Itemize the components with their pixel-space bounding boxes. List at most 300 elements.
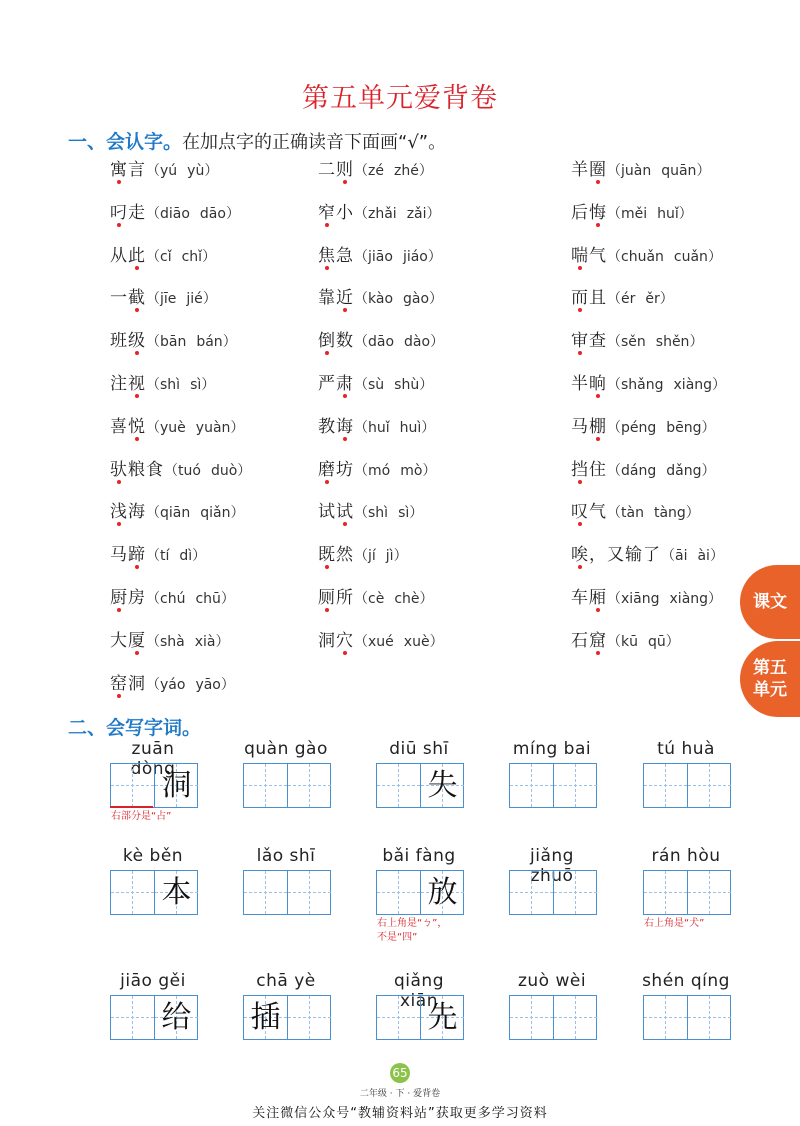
emphasis-dot: [135, 266, 139, 270]
emphasis-dot: [117, 694, 121, 698]
reading-item: [110, 244, 216, 268]
writing-grid[interactable]: [643, 995, 731, 1040]
grid-cell[interactable]: [377, 871, 420, 914]
page-title: 第五单元爱背卷: [302, 83, 498, 114]
pinyin-option[interactable]: jì: [385, 548, 394, 565]
writing-grid[interactable]: [243, 870, 331, 915]
item-word: 挡住: [571, 460, 607, 480]
reading-item: [110, 158, 218, 182]
emphasis-dot: [596, 651, 600, 655]
pinyin-option[interactable]: cuǎn: [673, 248, 708, 265]
pinyin-options: （kào gào）: [354, 291, 444, 308]
tab-lesson[interactable]: 课文: [740, 565, 800, 639]
item-word: 试试: [318, 502, 354, 522]
pinyin-option[interactable]: yāo: [195, 676, 221, 693]
pinyin-option[interactable]: huǐ: [657, 205, 679, 222]
pinyin-option[interactable]: ěr: [645, 291, 660, 308]
pinyin-options: （mó mò）: [354, 462, 437, 479]
pinyin-option[interactable]: sěn: [621, 334, 646, 351]
pinyin-option[interactable]: shì: [160, 377, 181, 393]
pinyin-option[interactable]: xuè: [403, 633, 430, 650]
writing-grid[interactable]: [376, 763, 464, 808]
emphasis-dot: [343, 522, 347, 526]
grid-cell[interactable]: [287, 996, 330, 1039]
pinyin-option[interactable]: āi: [675, 548, 688, 565]
pinyin-options: （sù shù）: [354, 377, 434, 393]
reading-item: [318, 372, 433, 396]
pinyin-option[interactable]: sì: [398, 505, 410, 522]
pinyin-option[interactable]: dì: [179, 548, 193, 565]
pinyin-options: （cǐ chǐ）: [146, 248, 217, 265]
reading-item: [318, 201, 441, 225]
grid-cell[interactable]: [420, 764, 463, 807]
emphasis-dot: [117, 480, 121, 484]
given-character: 先: [427, 1000, 458, 1035]
reading-item: [318, 586, 434, 610]
reading-item: [571, 158, 710, 182]
reading-item: [110, 586, 235, 610]
pinyin-option[interactable]: yáo: [160, 676, 186, 693]
tab-unit5[interactable]: 第五 单元: [740, 641, 800, 717]
pinyin-options: （shǎng xiàng）: [607, 377, 727, 393]
word-pinyin: tú huà: [657, 739, 715, 759]
reading-item: [318, 629, 444, 653]
emphasis-dot: [117, 522, 121, 526]
item-word: 一截: [110, 288, 146, 308]
section1-heading: [68, 127, 446, 154]
emphasis-dot: [135, 651, 139, 655]
reading-item: [318, 329, 444, 353]
reading-item: [571, 415, 716, 439]
reading-item: [571, 244, 722, 268]
item-word: 而且: [571, 288, 607, 308]
item-word: 唉，又输了: [571, 545, 661, 565]
pinyin-option[interactable]: xiàng: [673, 377, 713, 393]
pinyin-options: （dāo dào）: [354, 334, 445, 351]
item-word: 半晌: [571, 374, 607, 394]
pinyin-option[interactable]: jiáo: [402, 248, 428, 265]
reading-item: [571, 586, 722, 610]
writing-grid[interactable]: [509, 870, 597, 915]
pinyin-options: （shà xià）: [146, 633, 230, 650]
given-character: 给: [161, 1000, 192, 1035]
emphasis-dot: [596, 223, 600, 227]
item-word: 厨房: [110, 588, 146, 608]
emphasis-dot: [343, 180, 347, 184]
item-word: 倒数: [318, 331, 354, 351]
pinyin-option[interactable]: chú: [160, 591, 186, 607]
emphasis-dot: [596, 608, 600, 612]
reading-item: [571, 629, 680, 653]
writing-grid[interactable]: [509, 995, 597, 1040]
pinyin-options: （dáng dǎng）: [607, 462, 716, 479]
emphasis-dot: [578, 266, 582, 270]
pinyin-options: （yáo yāo）: [146, 676, 235, 693]
pinyin-option[interactable]: sù: [368, 377, 385, 393]
writing-grid[interactable]: [376, 870, 464, 915]
pinyin-options: （chú chū）: [146, 591, 235, 607]
given-character: 失: [427, 768, 458, 803]
grade-label: 二年级 · 下 · 爱背卷: [359, 1089, 441, 1099]
emphasis-dot: [578, 351, 582, 355]
grid-cell[interactable]: [510, 764, 553, 807]
reading-item: [318, 415, 435, 439]
pinyin-option[interactable]: xiàng: [669, 591, 709, 607]
grid-cell[interactable]: [644, 764, 687, 807]
reading-item: [318, 244, 442, 268]
pinyin-options: （diāo dāo）: [146, 205, 240, 222]
word-pinyin: diū shī: [389, 739, 449, 759]
page-number: 65: [390, 1063, 410, 1083]
pinyin-option[interactable]: mó: [368, 462, 391, 479]
pinyin-option[interactable]: dāo: [368, 334, 395, 351]
pinyin-option[interactable]: juàn: [621, 163, 652, 179]
grid-cell[interactable]: [244, 996, 287, 1039]
item-word: 驮粮食: [110, 460, 164, 480]
grid-cell[interactable]: [377, 764, 420, 807]
pinyin-option[interactable]: shì: [368, 505, 389, 522]
pinyin-options: （měi huǐ）: [607, 205, 693, 222]
given-character: 本: [161, 875, 192, 910]
pinyin-option[interactable]: chǐ: [181, 248, 203, 265]
pinyin-option[interactable]: yú: [160, 163, 178, 179]
reading-item: [571, 201, 693, 225]
pinyin-options: （āi ài）: [661, 548, 724, 565]
emphasis-dot: [343, 437, 347, 441]
pinyin-option[interactable]: qiǎn: [200, 505, 231, 522]
pinyin-option[interactable]: yuàn: [195, 419, 231, 436]
item-word: 大厦: [110, 631, 146, 651]
grid-cell[interactable]: [687, 764, 730, 807]
pinyin-options: （jí jì）: [354, 548, 408, 565]
word-pinyin: jiāo gěi: [120, 971, 186, 991]
item-word: 班级: [110, 331, 146, 351]
emphasis-dot: [578, 522, 582, 526]
reading-item: [110, 672, 235, 696]
pinyin-options: （juàn quān）: [607, 163, 711, 179]
pinyin-option[interactable]: chè: [394, 591, 420, 607]
grid-cell[interactable]: [553, 996, 596, 1039]
emphasis-dot: [343, 651, 347, 655]
grid-cell[interactable]: [287, 871, 330, 914]
item-word: 洞穴: [318, 631, 354, 651]
grid-cell[interactable]: [644, 996, 687, 1039]
emphasis-dot: [135, 394, 139, 398]
hint-note: 右上角是“ㄅ”， 不是“四”: [377, 918, 448, 943]
item-word: 车厢: [571, 588, 607, 608]
reading-item: [318, 458, 436, 482]
pinyin-options: （kū qū）: [607, 633, 680, 650]
pinyin-option[interactable]: sì: [190, 377, 202, 393]
reading-item: [571, 329, 703, 353]
pinyin-options: （ér ěr）: [607, 291, 674, 308]
pinyin-option[interactable]: diāo: [160, 205, 190, 222]
emphasis-dot: [117, 180, 121, 184]
emphasis-dot: [325, 266, 329, 270]
pinyin-options: （tuó duò）: [164, 462, 252, 479]
pinyin-option[interactable]: shěn: [655, 334, 690, 351]
grid-cell[interactable]: [244, 764, 287, 807]
grid-cell[interactable]: [287, 764, 330, 807]
emphasis-dot: [325, 223, 329, 227]
word-pinyin: chā yè: [256, 971, 316, 991]
pinyin-option[interactable]: xiāng: [621, 591, 660, 607]
word-pinyin: qiǎng xiān: [394, 971, 444, 1011]
pinyin-options: （cè chè）: [354, 591, 434, 607]
given-character: 放: [427, 875, 458, 910]
pinyin-option[interactable]: dào: [404, 334, 431, 351]
pinyin-option[interactable]: tàn: [621, 505, 644, 522]
pinyin-options: （xiāng xiàng）: [607, 591, 723, 607]
pinyin-option[interactable]: cǐ: [160, 248, 172, 265]
item-word: 叹气: [571, 502, 607, 522]
reading-item: [318, 158, 433, 182]
hint-note: 右部分是“占”: [111, 811, 172, 822]
pinyin-options: （chuǎn cuǎn）: [607, 248, 722, 265]
grid-cell[interactable]: [644, 871, 687, 914]
item-word: 喘气: [571, 246, 607, 266]
emphasis-dot: [343, 308, 347, 312]
pinyin-option[interactable]: bán: [196, 334, 223, 351]
footer-text: 关注微信公众号“教辅资料站”获取更多学习资料: [252, 1106, 548, 1121]
item-word: 后悔: [571, 203, 607, 223]
pinyin-option[interactable]: mò: [400, 462, 423, 479]
pinyin-option[interactable]: tí: [160, 548, 170, 565]
emphasis-dot: [117, 608, 121, 612]
pinyin-options: （jīe jié）: [146, 291, 217, 308]
pinyin-options: （bān bán）: [146, 334, 237, 351]
pinyin-option[interactable]: dǎng: [666, 462, 702, 479]
item-word: 马棚: [571, 417, 607, 437]
word-pinyin: quàn gào: [244, 739, 328, 759]
item-word: 从此: [110, 246, 146, 266]
item-word: 焦急: [318, 246, 354, 266]
pinyin-options: （shì sì）: [146, 377, 216, 393]
pinyin-options: （tí dì）: [146, 548, 207, 565]
pinyin-option[interactable]: zhé: [393, 163, 419, 179]
pinyin-options: （xué xuè）: [354, 633, 444, 650]
pinyin-option[interactable]: dāo: [199, 205, 226, 222]
pinyin-options: （shì sì）: [354, 505, 424, 522]
pinyin-option[interactable]: jí: [368, 548, 376, 565]
writing-grid[interactable]: [643, 763, 731, 808]
word-pinyin: míng bai: [512, 739, 592, 759]
pinyin-option[interactable]: péng: [621, 419, 657, 436]
grid-cell[interactable]: [687, 996, 730, 1039]
reading-item: [110, 500, 244, 524]
pinyin-option[interactable]: měi: [621, 205, 648, 222]
pinyin-option[interactable]: kū: [621, 633, 638, 650]
emphasis-dot: [325, 608, 329, 612]
pinyin-option[interactable]: ài: [697, 548, 710, 565]
writing-grid[interactable]: [643, 870, 731, 915]
reading-item: [110, 458, 251, 482]
pinyin-option[interactable]: shǎng: [621, 377, 664, 393]
pinyin-options: （sěn shěn）: [607, 334, 704, 351]
pinyin-option[interactable]: jié: [186, 291, 203, 308]
emphasis-dot: [325, 480, 329, 484]
emphasis-dot: [135, 351, 139, 355]
word-pinyin: lǎo shī: [256, 846, 316, 866]
emphasis-dot: [578, 565, 582, 569]
emphasis-dot: [343, 394, 347, 398]
pinyin-option[interactable]: xià: [194, 633, 216, 650]
reading-item: [318, 286, 443, 310]
pinyin-option[interactable]: tàng: [653, 505, 686, 522]
grid-cell[interactable]: [111, 871, 154, 914]
pinyin-option[interactable]: huì: [399, 419, 422, 436]
reading-item: [318, 500, 423, 524]
pinyin-option[interactable]: chuǎn: [621, 248, 664, 265]
item-word: 教诲: [318, 417, 354, 437]
reading-item: [571, 286, 674, 310]
grid-cell[interactable]: [553, 764, 596, 807]
emphasis-dot: [596, 394, 600, 398]
item-word: 寓言: [110, 160, 146, 180]
grid-cell[interactable]: [510, 871, 553, 914]
grid-cell[interactable]: [510, 996, 553, 1039]
emphasis-dot: [135, 308, 139, 312]
pinyin-options: （huǐ huì）: [354, 419, 436, 436]
pinyin-option[interactable]: qū: [647, 633, 666, 650]
pinyin-option[interactable]: chū: [195, 591, 221, 607]
pinyin-option[interactable]: tuó: [178, 462, 201, 479]
pinyin-option[interactable]: qiān: [160, 505, 191, 522]
item-word: 窑洞: [110, 674, 146, 694]
item-word: 二则: [318, 160, 354, 180]
word-pinyin: jiǎng zhuō: [530, 846, 574, 886]
item-word: 羊圈: [571, 160, 607, 180]
reading-item: [110, 415, 244, 439]
pinyin-option[interactable]: ér: [621, 291, 636, 308]
word-pinyin: zuān dòng: [130, 739, 176, 779]
writing-grid[interactable]: [110, 870, 198, 915]
item-word: 厕所: [318, 588, 354, 608]
grid-cell[interactable]: [420, 996, 463, 1039]
reading-item: [571, 543, 724, 567]
reading-item: [571, 372, 726, 396]
item-word: 喜悦: [110, 417, 146, 437]
item-word: 靠近: [318, 288, 354, 308]
pinyin-options: （tàn tàng）: [607, 505, 700, 522]
item-word: 叼走: [110, 203, 146, 223]
pinyin-option[interactable]: kào: [368, 291, 394, 308]
section1-instruction: 在加点字的正确读音下面画“√”。: [182, 132, 447, 153]
hint-note: 右上角是“犬”: [644, 918, 705, 929]
pinyin-option[interactable]: shà: [160, 633, 185, 650]
pinyin-option[interactable]: zǎi: [406, 205, 427, 222]
reading-item: [571, 458, 715, 482]
pinyin-option[interactable]: cè: [368, 591, 385, 607]
grid-cell[interactable]: [111, 764, 154, 807]
pinyin-options: （zé zhé）: [354, 163, 433, 179]
pinyin-option[interactable]: jiāo: [368, 248, 393, 265]
pinyin-option[interactable]: huǐ: [368, 419, 390, 436]
reading-item: [110, 629, 230, 653]
pinyin-option[interactable]: quān: [661, 163, 697, 179]
word-pinyin: rán hòu: [651, 846, 721, 866]
grid-cell[interactable]: [553, 871, 596, 914]
emphasis-dot: [596, 437, 600, 441]
item-word: 窄小: [318, 203, 354, 223]
item-word: 马蹄: [110, 545, 146, 565]
reading-item: [571, 500, 700, 524]
grid-cell[interactable]: [244, 871, 287, 914]
grid-cell[interactable]: [111, 996, 154, 1039]
pinyin-options: （yuè yuàn）: [146, 419, 245, 436]
pinyin-option[interactable]: jīe: [160, 291, 177, 308]
pinyin-option[interactable]: zhǎi: [368, 205, 397, 222]
pinyin-options: （péng bēng）: [607, 419, 716, 436]
section1-label: 一、会认字。: [68, 131, 183, 153]
pinyin-options: （yú yù）: [146, 163, 219, 179]
grid-cell[interactable]: [420, 871, 463, 914]
writing-grid[interactable]: [509, 763, 597, 808]
pinyin-options: （jiāo jiáo）: [354, 248, 442, 265]
reading-item: [110, 329, 237, 353]
item-word: 注视: [110, 374, 146, 394]
word-pinyin: shén qíng: [642, 971, 730, 991]
emphasis-dot: [135, 437, 139, 441]
given-character: 洞: [161, 768, 192, 803]
emphasis-dot: [578, 308, 582, 312]
pinyin-option[interactable]: xué: [368, 633, 394, 650]
word-pinyin: kè běn: [122, 846, 184, 866]
grid-cell[interactable]: [377, 996, 420, 1039]
emphasis-dot: [325, 565, 329, 569]
emphasis-dot: [117, 223, 121, 227]
pinyin-option[interactable]: shù: [394, 377, 420, 393]
grid-cell[interactable]: [687, 871, 730, 914]
grid-cell[interactable]: [154, 996, 197, 1039]
grid-cell[interactable]: [154, 871, 197, 914]
pinyin-option[interactable]: yù: [187, 163, 205, 179]
reading-item: [110, 372, 215, 396]
item-word: 石窟: [571, 631, 607, 651]
pinyin-option[interactable]: dáng: [621, 462, 657, 479]
item-word: 既然: [318, 545, 354, 565]
word-pinyin: zuò wèi: [517, 971, 587, 991]
hint-underline: [110, 806, 153, 808]
reading-item: [110, 286, 217, 310]
given-character: 插: [250, 1000, 281, 1035]
reading-item: [318, 543, 408, 567]
pinyin-option[interactable]: gào: [403, 291, 430, 308]
writing-grid[interactable]: [110, 995, 198, 1040]
writing-grid[interactable]: [110, 763, 198, 808]
item-word: 浅海: [110, 502, 146, 522]
emphasis-dot: [578, 480, 582, 484]
pinyin-option[interactable]: bān: [160, 334, 187, 351]
section2-heading: 二、会写字词。: [68, 717, 202, 739]
writing-grid[interactable]: [376, 995, 464, 1040]
pinyin-option[interactable]: yuè: [160, 419, 186, 436]
pinyin-option[interactable]: bēng: [666, 419, 702, 436]
writing-grid[interactable]: [243, 995, 331, 1040]
pinyin-option[interactable]: zé: [368, 163, 384, 179]
item-word: 严肃: [318, 374, 354, 394]
pinyin-option[interactable]: duò: [210, 462, 238, 479]
reading-item: [110, 543, 206, 567]
word-pinyin: bǎi fàng: [382, 846, 456, 866]
grid-cell[interactable]: [154, 764, 197, 807]
item-word: 审查: [571, 331, 607, 351]
writing-grid[interactable]: [243, 763, 331, 808]
pinyin-options: （zhǎi zǎi）: [354, 205, 441, 222]
item-word: 磨坊: [318, 460, 354, 480]
pinyin-options: （qiān qiǎn）: [146, 505, 245, 522]
emphasis-dot: [596, 180, 600, 184]
